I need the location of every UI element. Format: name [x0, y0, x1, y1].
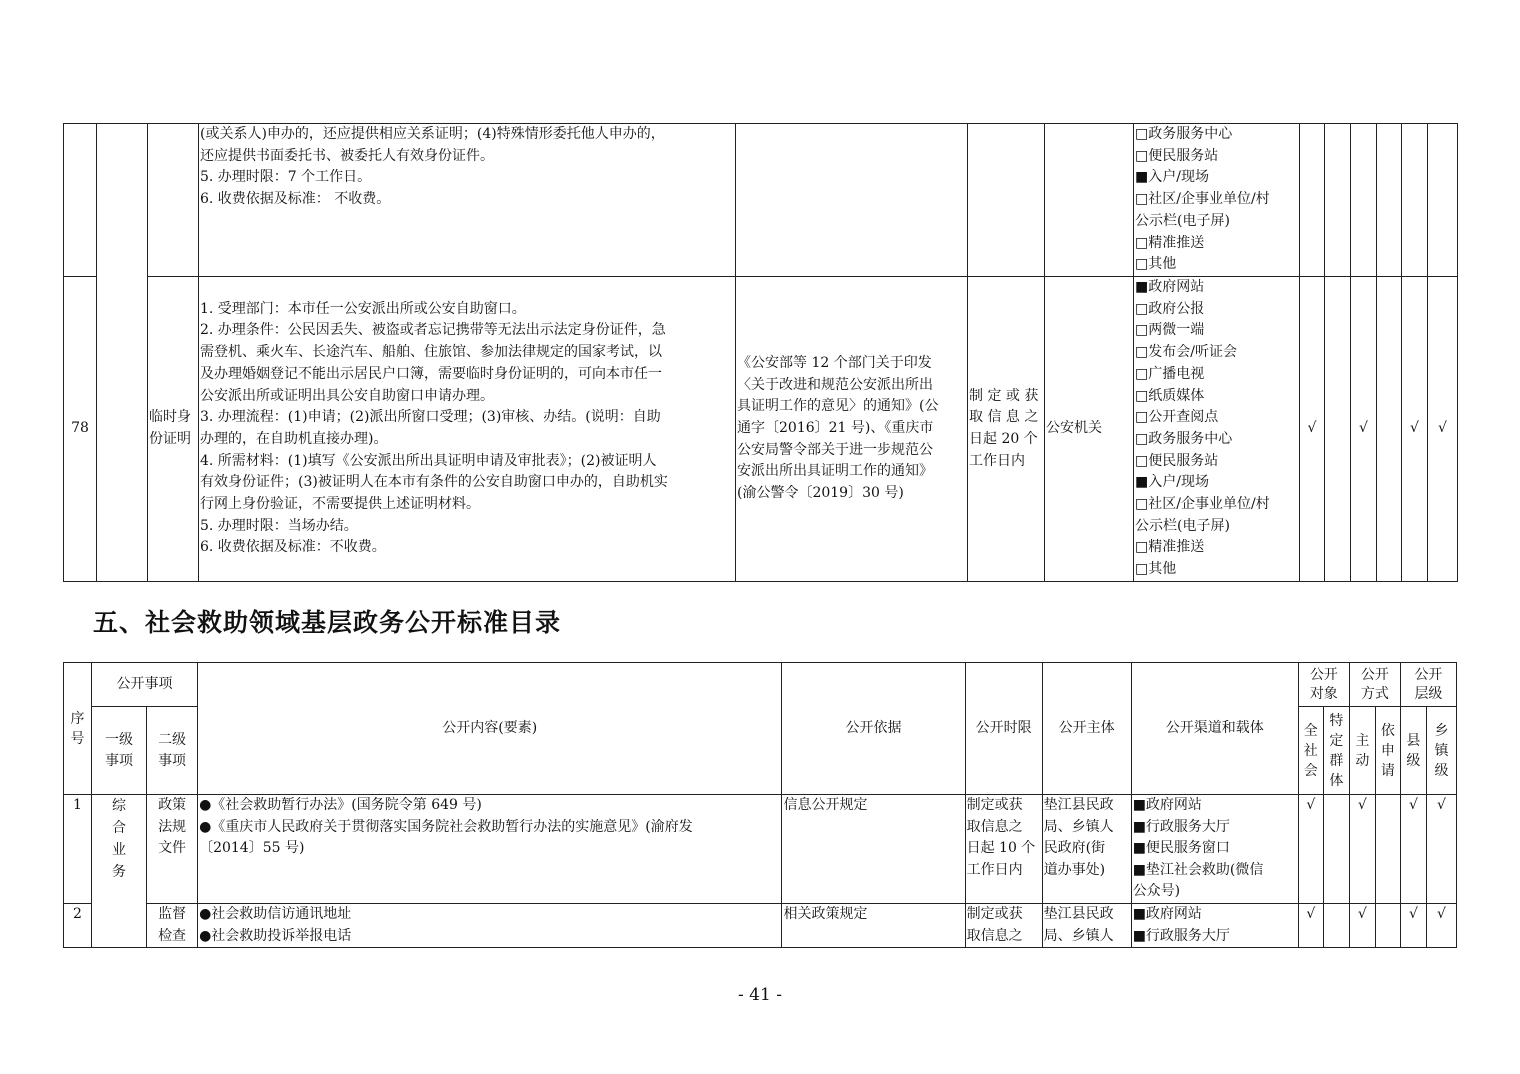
no-cell: 2 — [64, 903, 92, 947]
check-active: √ — [1349, 903, 1375, 947]
content-line: ●《社会救助暂行办法》(国务院令第 649 号) — [199, 797, 482, 813]
check-all-society: √ — [1298, 903, 1323, 947]
table-row — [64, 795, 1457, 904]
subject-line: 垫江县民政 — [1043, 797, 1114, 813]
basis-cell — [736, 277, 968, 582]
channel-item: □社区/企事业单位/村 — [1135, 191, 1270, 208]
check-cell — [1351, 124, 1377, 277]
channel-cell — [1134, 277, 1300, 582]
channel-cell — [1131, 795, 1298, 904]
time-line: 制定或获 — [966, 797, 1023, 813]
no-cell: 78 — [64, 277, 97, 582]
time-line: 日起 20 个 — [969, 430, 1038, 447]
content-line: 2. 办理条件：公民因丢失、被盗或者忘记携带等无法出示法定身份证件，急 — [200, 322, 666, 339]
basis-cell — [736, 124, 968, 277]
check-county: √ — [1400, 795, 1426, 904]
content-cell — [198, 795, 782, 904]
content-line: 办理的，在自助机直接办理)。 — [200, 430, 388, 447]
subject-cell — [1042, 795, 1131, 904]
content-line: 6. 收费依据及标准：不收费。 — [200, 539, 386, 556]
channel-item: ■入户/现场 — [1135, 169, 1209, 186]
basis-line: (渝公警令〔2019〕30 号) — [737, 485, 904, 502]
content-line: 5. 办理时限：7 个工作日。 — [200, 169, 372, 186]
check-county: √ — [1402, 277, 1428, 582]
channel-item: 公众号) — [1132, 883, 1181, 900]
level2-cell — [148, 124, 199, 277]
level1-cell: 综合业务 — [92, 795, 147, 948]
channel-item: ■入户/现场 — [1135, 474, 1209, 491]
content-line: 〔2014〕55 号) — [199, 840, 305, 857]
channel-item: ■行政服务大厅 — [1132, 818, 1230, 835]
level2-line: 检查 — [158, 927, 187, 944]
basis-line: 〈关于改进和规范公安派出所出 — [737, 376, 933, 393]
header-content: 公开内容(要素) — [198, 663, 782, 795]
social-assistance-catalog-table — [63, 662, 1457, 948]
channel-item: □政务服务中心 — [1135, 430, 1233, 447]
content-line: 5. 办理时限：当场办结。 — [200, 517, 358, 534]
header-level2: 二级事项 — [147, 707, 198, 795]
check-cell — [1325, 124, 1351, 277]
content-line: (或关系人)申办的，还应提供相应关系证明；(4)特殊情形委托他人申办的， — [200, 126, 665, 142]
table-row — [64, 277, 1458, 582]
subject-line: 道办事处) — [1043, 861, 1106, 878]
time-line: 制定或获 — [966, 905, 1023, 922]
check-specific-group — [1323, 795, 1349, 904]
header-level1: 一级事项 — [92, 707, 147, 795]
no-cell — [64, 124, 97, 277]
level2-cell — [147, 903, 198, 947]
channel-item: □政务服务中心 — [1135, 126, 1233, 142]
check-active: √ — [1351, 277, 1377, 582]
channel-item: □两微一端 — [1135, 322, 1205, 339]
check-county: √ — [1400, 903, 1426, 947]
item-line: 份证明 — [149, 430, 191, 447]
subject-cell — [1045, 124, 1134, 277]
previous-catalog-table — [63, 123, 1458, 582]
level2-line: 政策 — [158, 797, 187, 813]
channel-item: □精准推送 — [1135, 234, 1205, 251]
time-line: 工作日内 — [966, 861, 1023, 878]
channel-item: □广播电视 — [1135, 365, 1205, 382]
subject-line: 局、乡镇人 — [1043, 818, 1114, 835]
table-row — [64, 903, 1457, 947]
check-all-society: √ — [1298, 795, 1323, 904]
header-on-request: 依申请 — [1375, 707, 1400, 795]
channel-item: □公开查阅点 — [1135, 409, 1219, 426]
channel-item: ■政府网站 — [1132, 797, 1202, 813]
level2-cell — [147, 795, 198, 904]
time-line: 取信息之 — [966, 927, 1023, 944]
header-active: 主动 — [1349, 707, 1375, 795]
level1-cell — [97, 124, 148, 582]
channel-cell — [1134, 124, 1300, 277]
content-line: 1. 受理部门：本市任一公安派出所或公安自助窗口。 — [200, 300, 526, 317]
header-county: 县级 — [1400, 707, 1426, 795]
basis-cell: 信息公开规定 — [782, 795, 965, 904]
subject-cell: 公安机关 — [1045, 277, 1134, 582]
subject-cell — [1042, 903, 1131, 947]
header-no: 序号 — [64, 663, 92, 795]
time-cell — [968, 124, 1045, 277]
header-time: 公开时限 — [965, 663, 1042, 795]
header-subject: 公开主体 — [1042, 663, 1131, 795]
time-cell — [968, 277, 1045, 582]
content-line: 4. 所需材料：(1)填写《公安派出所出具证明申请及审批表》；(2)被证明人 — [200, 452, 657, 469]
no-cell: 1 — [64, 795, 92, 904]
channel-item: ■垫江社会救助(微信 — [1132, 861, 1264, 878]
check-all-society: √ — [1300, 277, 1325, 582]
channel-item: ■便民服务窗口 — [1132, 840, 1230, 857]
basis-cell: 相关政策规定 — [782, 903, 965, 947]
header-row — [64, 663, 1457, 707]
header-level: 公开层级 — [1400, 663, 1456, 707]
channel-item: □纸质媒体 — [1135, 387, 1205, 404]
content-cell — [198, 903, 782, 947]
content-line: 公安派出所或证明出具公安自助窗口申请办理。 — [200, 387, 494, 404]
check-specific-group — [1325, 277, 1351, 582]
content-line: ●社会救助信访通讯地址 — [199, 905, 352, 922]
channel-item: ■政府网站 — [1135, 279, 1205, 295]
level2-line: 文件 — [158, 840, 187, 857]
level2-line: 监督 — [158, 905, 187, 922]
header-method: 公开方式 — [1349, 663, 1400, 707]
channel-item: 公示栏(电子屏) — [1135, 212, 1230, 229]
header-target: 公开对象 — [1298, 663, 1349, 707]
content-line: 及办理婚姻登记不能出示居民户口簿，需要临时身份证明的，可向本市任一 — [200, 365, 662, 382]
header-town: 乡镇级 — [1426, 707, 1456, 795]
subject-line: 民政府(街 — [1043, 840, 1106, 857]
channel-cell — [1131, 903, 1298, 947]
content-line: 行网上身份验证，不需要提供上述证明材料。 — [200, 496, 480, 513]
check-specific-group — [1323, 903, 1349, 947]
time-line: 取信息之 — [966, 818, 1023, 835]
content-line: ●社会救助投诉举报电话 — [199, 927, 352, 944]
channel-item: □社区/企事业单位/村 — [1135, 496, 1270, 513]
check-town: √ — [1428, 277, 1458, 582]
channel-item: □精准推送 — [1135, 539, 1205, 556]
check-on-request — [1375, 795, 1400, 904]
level2-cell — [148, 277, 199, 582]
check-active: √ — [1349, 795, 1375, 904]
header-channel: 公开渠道和载体 — [1131, 663, 1298, 795]
header-items: 公开事项 — [92, 663, 198, 707]
basis-line: 公安局警令部关于进一步规范公 — [737, 441, 933, 458]
content-line: 6. 收费依据及标准： 不收费。 — [200, 191, 391, 208]
time-line: 取 信 息 之 — [969, 409, 1039, 426]
channel-item: □政府公报 — [1135, 300, 1205, 317]
content-line: ●《重庆市人民政府关于贯彻落实国务院社会救助暂行办法的实施意见》(渝府发 — [199, 818, 693, 835]
check-on-request — [1375, 903, 1400, 947]
page-number: - 41 - — [738, 985, 782, 1005]
time-line: 工作日内 — [969, 452, 1025, 469]
check-town: √ — [1426, 795, 1456, 904]
content-line: 需登机、乘火车、长途汽车、船舶、住旅馆、参加法律规定的国家考试，以 — [200, 344, 662, 361]
subject-line: 垫江县民政 — [1043, 905, 1114, 922]
header-basis: 公开依据 — [782, 663, 965, 795]
basis-line: 安派出所出具证明工作的通知》 — [737, 463, 933, 480]
channel-item: 公示栏(电子屏) — [1135, 517, 1230, 534]
channel-item: □便民服务站 — [1135, 452, 1219, 469]
channel-item: ■行政服务大厅 — [1132, 927, 1230, 944]
time-cell — [965, 795, 1042, 904]
content-line: 3. 办理流程：(1)申请；(2)派出所窗口受理；(3)审核、办结。(说明：自助 — [200, 409, 661, 426]
item-line: 临时身 — [149, 409, 191, 426]
basis-line: 通字〔2016〕21 号)、《重庆市 — [737, 420, 934, 437]
time-cell — [965, 903, 1042, 947]
basis-line: 《公安部等 12 个部门关于印发 — [737, 354, 932, 371]
section-title: 五、社会救助领域基层政务公开标准目录 — [93, 608, 562, 637]
basis-line: 具证明工作的意见〉的通知》(公 — [737, 398, 939, 415]
content-cell — [199, 277, 736, 582]
time-line: 制 定 或 获 — [969, 387, 1039, 404]
content-cell — [199, 124, 736, 277]
channel-item: ■政府网站 — [1132, 905, 1202, 922]
channel-item: □其他 — [1135, 256, 1177, 273]
channel-item: □发布会/听证会 — [1135, 344, 1237, 361]
check-cell — [1300, 124, 1325, 277]
check-cell — [1377, 124, 1402, 277]
channel-item: □其他 — [1135, 561, 1177, 578]
time-line: 日起 10 个 — [966, 840, 1036, 857]
content-line: 还应提供书面委托书、被委托人有效身份证件。 — [200, 147, 494, 164]
check-cell — [1428, 124, 1458, 277]
header-all-society: 全社会 — [1298, 707, 1323, 795]
check-cell — [1402, 124, 1428, 277]
content-line: 有效身份证件；(3)被证明人在本市有条件的公安自助窗口申办的，自助机实 — [200, 474, 668, 491]
table-row — [64, 124, 1458, 277]
subject-line: 局、乡镇人 — [1043, 927, 1114, 944]
check-town: √ — [1426, 903, 1456, 947]
check-on-request — [1377, 277, 1402, 582]
channel-item: □便民服务站 — [1135, 147, 1219, 164]
header-specific-group: 特定群体 — [1323, 707, 1349, 795]
level2-line: 法规 — [158, 818, 187, 835]
